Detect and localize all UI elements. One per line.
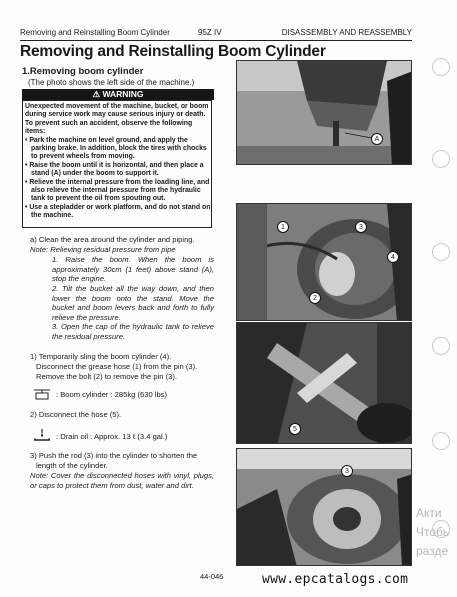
callout-3: 3 <box>355 221 367 233</box>
step-3-line: length of the cylinder. <box>36 461 108 470</box>
step-a-item: 1. Raise the boom. When the boom is approximately 30cm (1 feet) above stand (A), stop the engine. <box>52 255 214 284</box>
warning-banner <box>22 89 214 100</box>
callout-5: 5 <box>289 423 301 435</box>
step-a-note-label: Note: Relieving residual pressure from pipe <box>30 245 176 254</box>
step-a-item: 3. Open the cap of the hydraulic tank to relieve the residual pressure. <box>52 322 214 341</box>
photo-rod-push <box>236 448 412 566</box>
overlay-text: разде <box>416 544 449 558</box>
callout-2: 2 <box>309 292 321 304</box>
warning-intro: Unexpected movement of the machine, bucket, or boom during service work may cause serious injury or death. To prevent such an accident, observe the following items: <box>25 103 209 136</box>
drain-oil-amount: : Drain oil : Approx. 13 ℓ (3.4 gal.) <box>56 432 168 441</box>
header-left: Removing and Reinstalling Boom Cylinder <box>20 28 170 37</box>
step-1-line: Remove the bolt (2) to remove the pin (3). <box>36 372 177 381</box>
watermark-url: www.epcatalogs.com <box>262 572 409 587</box>
warning-bullet: • Use a stepladder or work platform, and do not stand on the machine. <box>25 203 211 220</box>
warning-triangle-icon: ⚠ <box>92 89 101 99</box>
section-subheading: (The photo shows the left side of the machine.) <box>28 78 195 87</box>
crane-weight-icon <box>32 388 52 400</box>
page-number: 44-046 <box>200 572 224 581</box>
header-right: DISASSEMBLY AND REASSEMBLY <box>281 28 412 37</box>
header-model: 95Z IV <box>198 28 222 37</box>
warning-label: WARNING <box>102 89 144 99</box>
section-heading: 1.Removing boom cylinder <box>22 66 144 77</box>
step-3-line: 3) Push the rod (3) into the cylinder to shorten the <box>30 451 198 460</box>
callout-4: 4 <box>387 251 399 263</box>
callout-3: 3 <box>341 465 353 477</box>
photo-boom-stand <box>236 60 412 165</box>
warning-box <box>22 100 212 228</box>
boom-cylinder-weight: : Boom cylinder : 285kg (630 lbs) <box>56 390 168 399</box>
callout-a: A <box>371 133 383 145</box>
overlay-text: Чтобь <box>416 525 450 539</box>
step-3-note: Note: Cover the disconnected hoses with vinyl, plugs, or caps to protect them from dust, water and dirt. <box>30 471 214 490</box>
page-header <box>20 28 412 40</box>
warning-bullet: • Raise the boom until it is horizontal, and then place a stand (A) under the boom to support it. <box>25 161 204 178</box>
warning-bullet: • Relieve the internal pressure from the loading line, and also relieve the internal pressure from the hydraulic tank to prevent the oil from spouting out. <box>25 178 210 203</box>
overlay-text: Акти <box>416 506 442 520</box>
callout-1: 1 <box>277 221 289 233</box>
step-a-text: a) Clean the area around the cylinder and piping. <box>30 235 195 244</box>
step-a-item: 2. Tilt the bucket all the way down, and then lower the boom onto the stand. Move the bucket and boom levers back and forth to fully relieve the pressure. <box>52 284 214 322</box>
page-title: Removing and Reinstalling Boom Cylinder <box>20 43 326 60</box>
drain-oil-icon <box>32 428 52 442</box>
step-1-line: Disconnect the grease hose (1) from the pin (3). <box>36 362 198 371</box>
step-2-text: 2) Disconnect the hose (5). <box>30 410 122 419</box>
step-1-line: 1) Temporarily sling the boom cylinder (4). <box>30 352 172 361</box>
warning-bullet: • Park the machine on level ground, and apply the parking brake. In addition, block the tires with chocks to prevent wheels from moving. <box>25 136 207 161</box>
header-divider <box>20 40 412 41</box>
photo-grease-hose <box>236 203 412 321</box>
photo-hose-disconnect <box>236 322 412 444</box>
